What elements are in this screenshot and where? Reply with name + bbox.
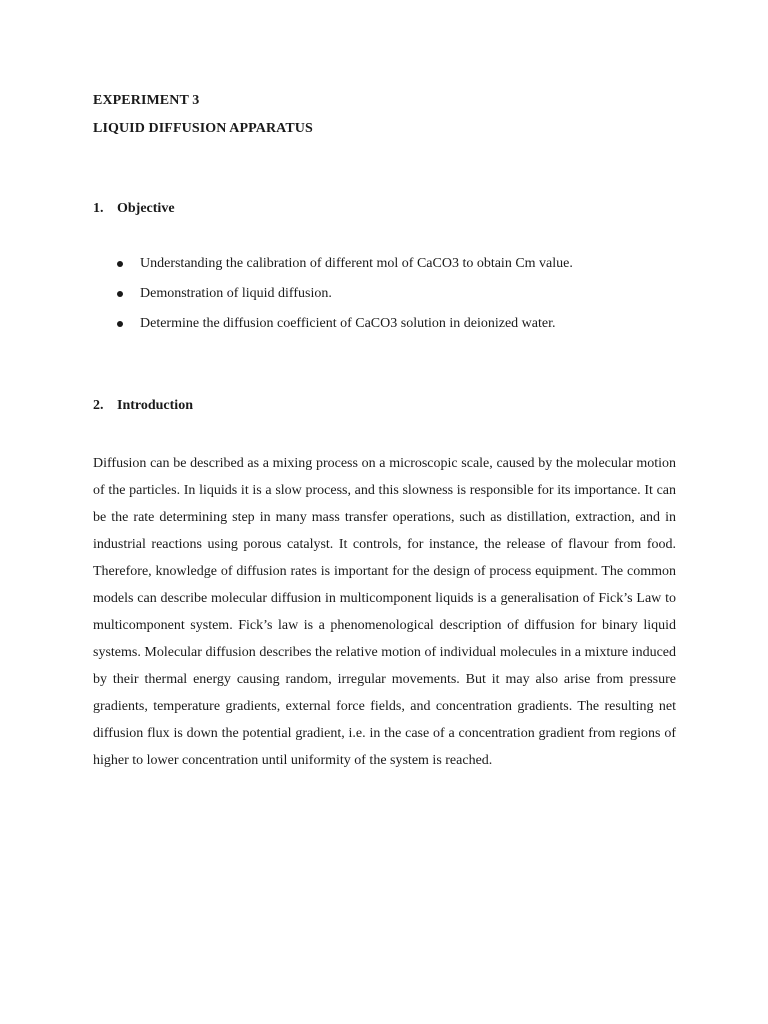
experiment-name-title: LIQUID DIFFUSION APPARATUS xyxy=(93,121,313,136)
experiment-number-title: EXPERIMENT 3 xyxy=(93,93,200,108)
introduction-heading-label: Introduction xyxy=(117,398,193,413)
objective-heading-number: 1. xyxy=(93,201,104,216)
bullet-icon xyxy=(117,321,123,327)
objective-heading xyxy=(93,201,175,217)
list-item-text: Understanding the calibration of different mol of CaCO3 to obtain Cm value. xyxy=(140,256,573,271)
list-item xyxy=(115,285,573,315)
list-item xyxy=(115,315,573,345)
objective-heading-label: Objective xyxy=(117,201,175,216)
introduction-heading xyxy=(93,398,193,414)
introduction-heading-number: 2. xyxy=(93,398,104,413)
list-item-text: Demonstration of liquid diffusion. xyxy=(140,286,332,301)
list-item xyxy=(115,255,573,285)
bullet-icon xyxy=(117,261,123,267)
introduction-paragraph: Diffusion can be described as a mixing process on a microscopic scale, caused by the molecular motion of the particles. In liquids it is a slow process, and this slowness is responsible for its importance. It can be the rate determining step in many mass transfer operations, such as distillation, extraction, and in industrial reactions using porous catalyst. It controls, for instance, the release of flavour from food. Therefore, knowledge of diffusion rates is important for the design of process equipment. The common models can describe molecular diffusion in multicomponent liquids is a generalisation of Fick’s Law to multicomponent system. Fick’s law is a phenomenological description of diffusion for binary liquid systems. Molecular diffusion describes the relative motion of individual molecules in a mixture induced by their thermal energy causing random, irregular movements. But it may also arise from pressure gradients, temperature gradients, external force fields, and concentration gradients. The resulting net diffusion flux is down the potential gradient, i.e. in the case of a concentration gradient from regions of higher to lower concentration until uniformity of the system is reached. xyxy=(93,456,676,768)
list-item-text: Determine the diffusion coefficient of CaCO3 solution in deionized water. xyxy=(140,316,556,331)
objective-bullet-list xyxy=(115,255,573,345)
bullet-icon xyxy=(117,291,123,297)
